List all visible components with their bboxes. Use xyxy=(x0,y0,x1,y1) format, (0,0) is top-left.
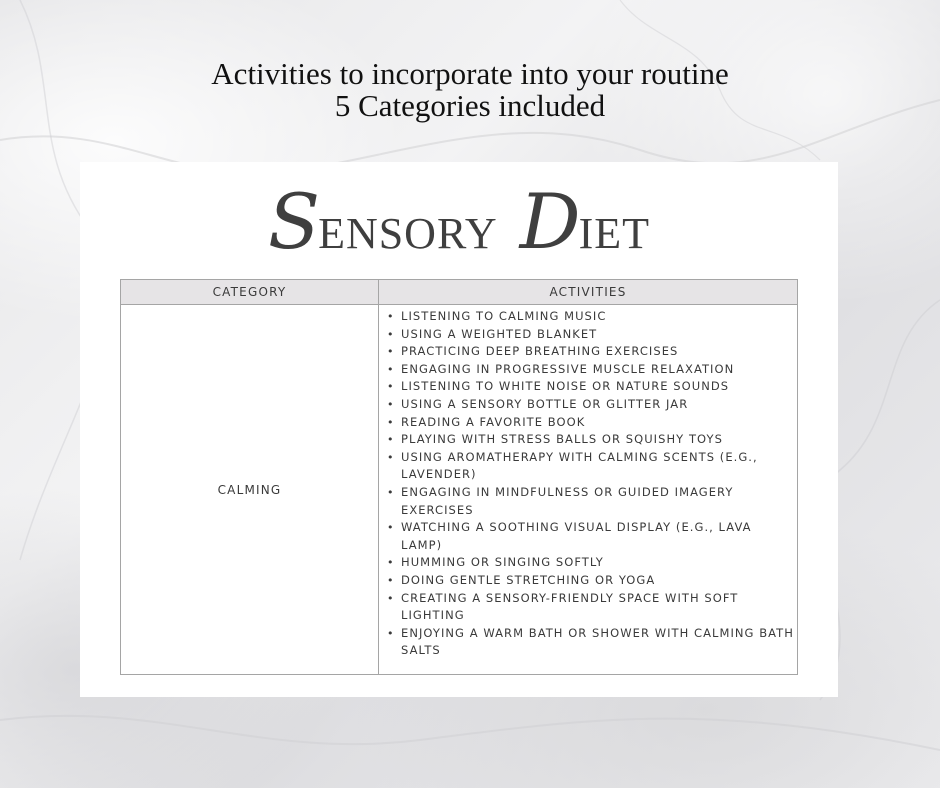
activity-text: USING AROMATHERAPY WITH CALMING SCENTS (E.G., LAVENDER) xyxy=(401,449,758,482)
list-item xyxy=(387,519,797,554)
bullet-icon: • xyxy=(387,626,395,640)
title-word-diet xyxy=(520,177,650,266)
list-item xyxy=(387,449,797,484)
bullet-icon: • xyxy=(387,397,395,411)
bullet-icon: • xyxy=(387,327,395,341)
activity-text: ENGAGING IN MINDFULNESS OR GUIDED IMAGERY EXERCISES xyxy=(401,484,734,517)
list-item xyxy=(387,625,797,660)
bullet-icon: • xyxy=(387,345,395,359)
activity-text: LISTENING TO WHITE NOISE OR NATURE SOUNDS xyxy=(401,379,730,394)
title-rest-sensory: ENSORY xyxy=(318,209,498,258)
list-item xyxy=(387,343,797,361)
activity-text: LISTENING TO CALMING MUSIC xyxy=(401,309,607,323)
category-cell-calming: CALMING xyxy=(217,482,282,497)
list-item xyxy=(387,378,797,396)
bullet-icon: • xyxy=(387,433,395,447)
list-item xyxy=(387,361,797,379)
activity-list xyxy=(387,308,797,660)
title-word-sensory xyxy=(268,177,498,266)
list-item xyxy=(387,554,797,572)
sensory-diet-card xyxy=(80,162,838,697)
table-header-row xyxy=(121,280,797,305)
bullet-icon: • xyxy=(387,556,395,570)
header-activities: ACTIVITIES xyxy=(549,285,627,299)
activities-table xyxy=(120,279,798,675)
list-item xyxy=(387,326,797,344)
activity-text: PLAYING WITH STRESS BALLS OR SQUISHY TOYS xyxy=(401,432,723,447)
title-rest-diet: IET xyxy=(578,209,650,258)
list-item xyxy=(387,484,797,519)
bullet-icon: • xyxy=(387,485,395,499)
activity-text: HUMMING OR SINGING SOFTLY xyxy=(401,555,604,570)
list-item xyxy=(387,431,797,449)
card-title xyxy=(80,177,838,266)
activity-text: ENJOYING A WARM BATH OR SHOWER WITH CALMING BATH SALTS xyxy=(401,625,794,658)
list-item xyxy=(387,590,797,625)
header-text xyxy=(0,58,940,122)
bullet-icon: • xyxy=(387,415,395,429)
activity-text: PRACTICING DEEP BREATHING EXERCISES xyxy=(401,344,679,359)
activity-text: ENGAGING IN PROGRESSIVE MUSCLE RELAXATION xyxy=(401,361,735,376)
list-item xyxy=(387,396,797,414)
title-initial-d: D xyxy=(519,177,579,266)
activity-text: CREATING A SENSORY-FRIENDLY SPACE WITH SOFT LIGHTING xyxy=(401,590,739,623)
bullet-icon: • xyxy=(387,591,395,605)
activity-text: USING A SENSORY BOTTLE OR GLITTER JAR xyxy=(401,396,689,411)
bullet-icon: • xyxy=(387,450,395,464)
header-line-1: Activities to incorporate into your routine xyxy=(211,56,729,91)
activity-text: USING A WEIGHTED BLANKET xyxy=(401,326,598,341)
column-divider xyxy=(378,280,379,674)
bullet-icon: • xyxy=(387,521,395,535)
bullet-icon: • xyxy=(387,573,395,587)
header-line-2: 5 Categories included xyxy=(334,88,606,123)
activity-text: READING A FAVORITE BOOK xyxy=(401,414,586,429)
list-item xyxy=(387,414,797,432)
bullet-icon: • xyxy=(387,380,395,394)
activity-text: DOING GENTLE STRETCHING OR YOGA xyxy=(401,572,656,587)
title-initial-s: S xyxy=(267,177,319,266)
bullet-icon: • xyxy=(387,362,395,376)
list-item xyxy=(387,572,797,590)
list-item xyxy=(387,308,797,326)
bullet-icon: • xyxy=(387,310,395,323)
header-category: CATEGORY xyxy=(212,285,287,299)
activity-text: WATCHING A SOOTHING VISUAL DISPLAY (E.G., LAVA LAMP) xyxy=(401,520,752,552)
